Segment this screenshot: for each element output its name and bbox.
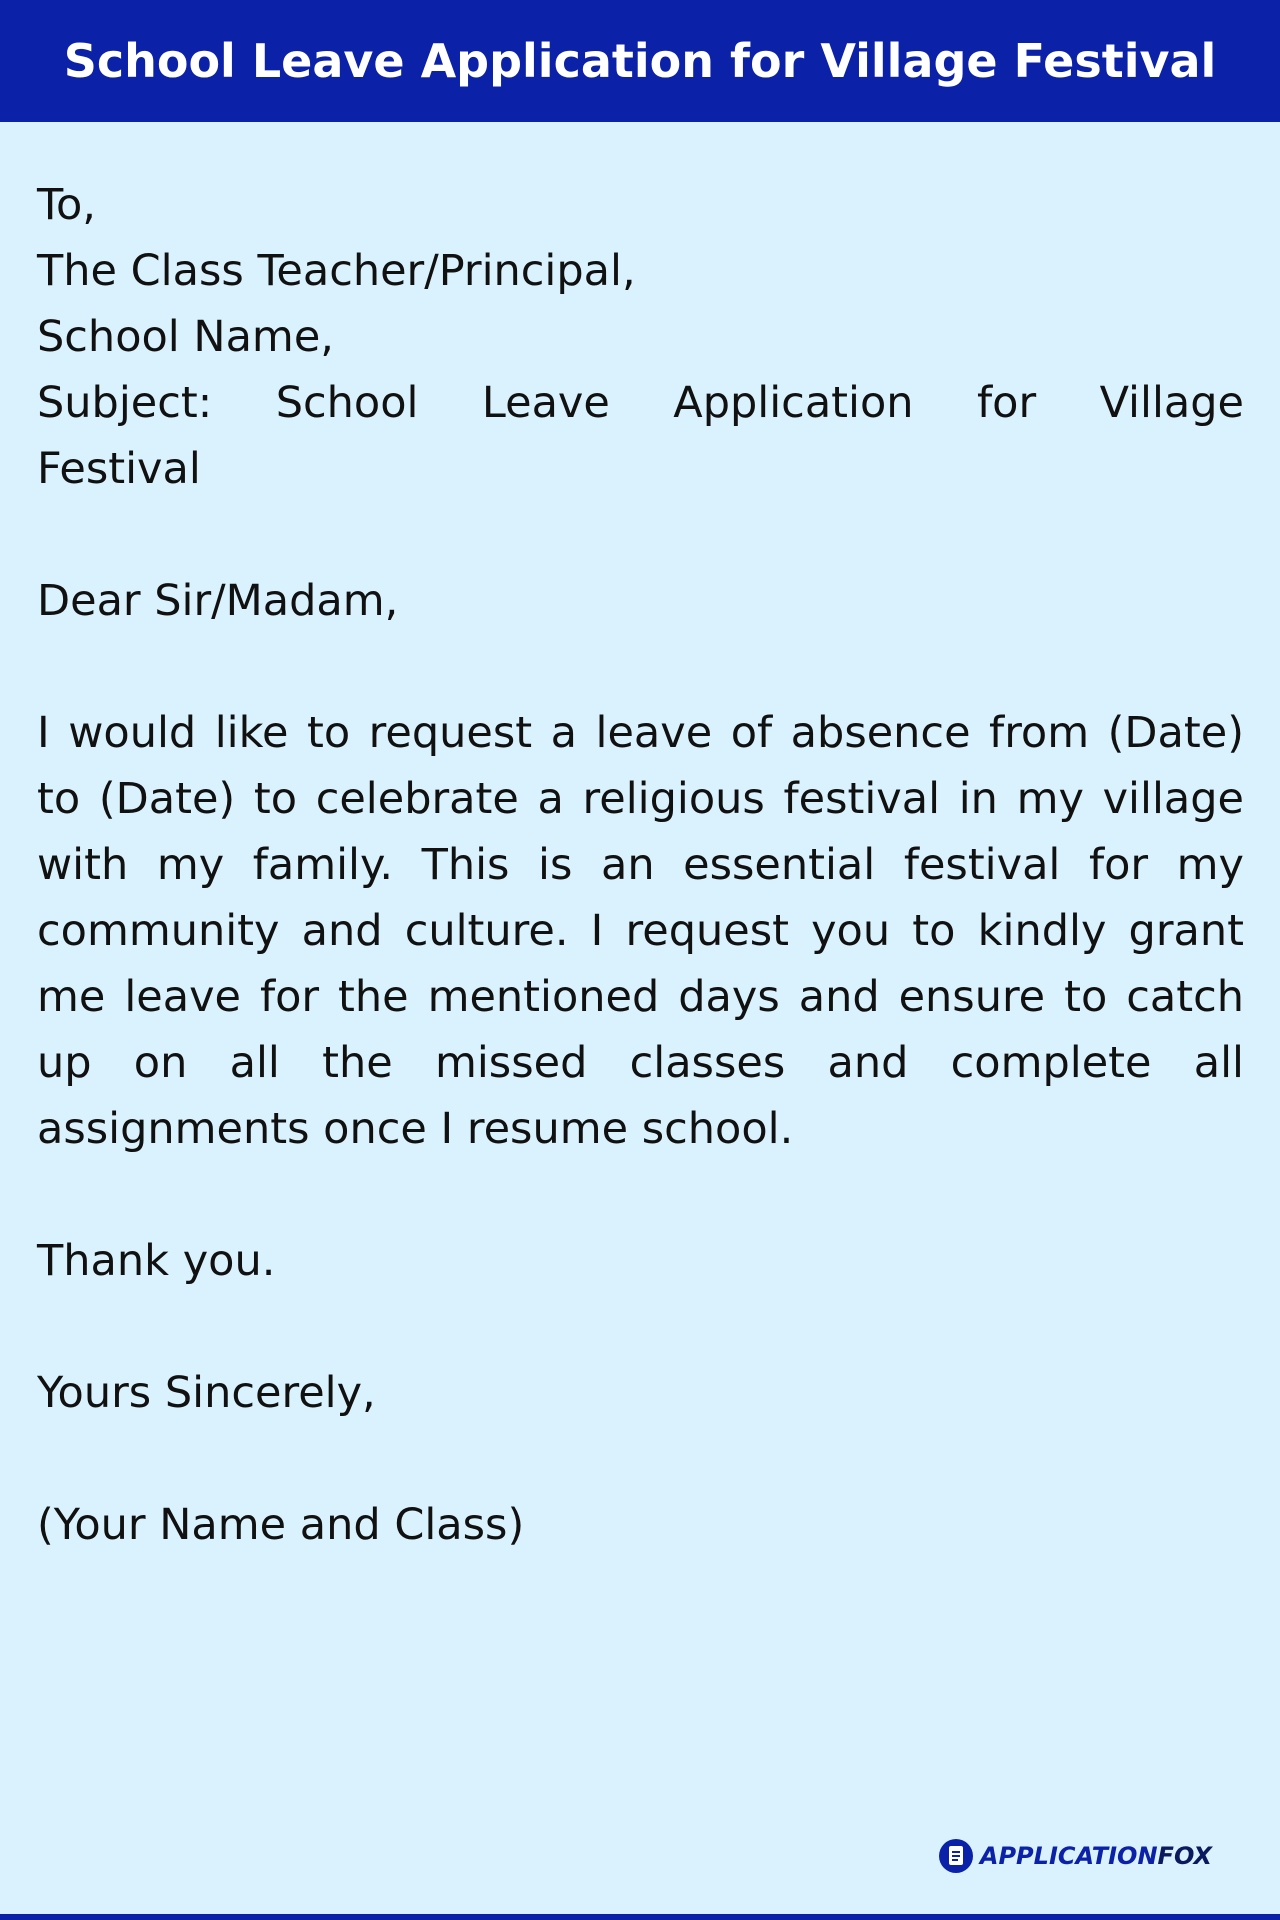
letter-paragraph: I would like to request a leave of absence from (Date) to (Date) to celebrate a religious festival in my village with my family. This is an essential festival for my community and culture. I request you to kindly grant me leave for the mentioned days and ensure to catch up on all the missed classes and complete all assignments once I resume school. (37, 708, 1244, 1154)
page-title: School Leave Application for Village Festival (63, 34, 1217, 88)
document-circle-icon (938, 1838, 974, 1874)
letter-body (37, 172, 1244, 1558)
spacer (37, 1426, 1244, 1492)
letter-signature: (Your Name and Class) (37, 1500, 525, 1550)
letter-thanks: Thank you. (37, 1236, 276, 1286)
letter-school: School Name, (37, 312, 334, 362)
letter-salutation: Dear Sir/Madam, (37, 576, 399, 626)
spacer (37, 1294, 1244, 1360)
letter-to: To, (37, 180, 96, 230)
logo-text-main: APPLICATION (979, 1842, 1158, 1870)
spacer (37, 634, 1244, 700)
spacer (37, 502, 1244, 568)
letter-recipient: The Class Teacher/Principal, (37, 246, 636, 296)
footer-bar (0, 1914, 1280, 1920)
letter-closing: Yours Sincerely, (37, 1368, 376, 1418)
letter-subject: Subject: School Leave Application for Village Festival (37, 378, 1244, 494)
applicationfox-logo (938, 1838, 1212, 1874)
page-header (0, 0, 1280, 122)
logo-wordmark (980, 1842, 1212, 1870)
spacer (37, 1162, 1244, 1228)
logo-text-accent: FOX (1157, 1842, 1212, 1870)
